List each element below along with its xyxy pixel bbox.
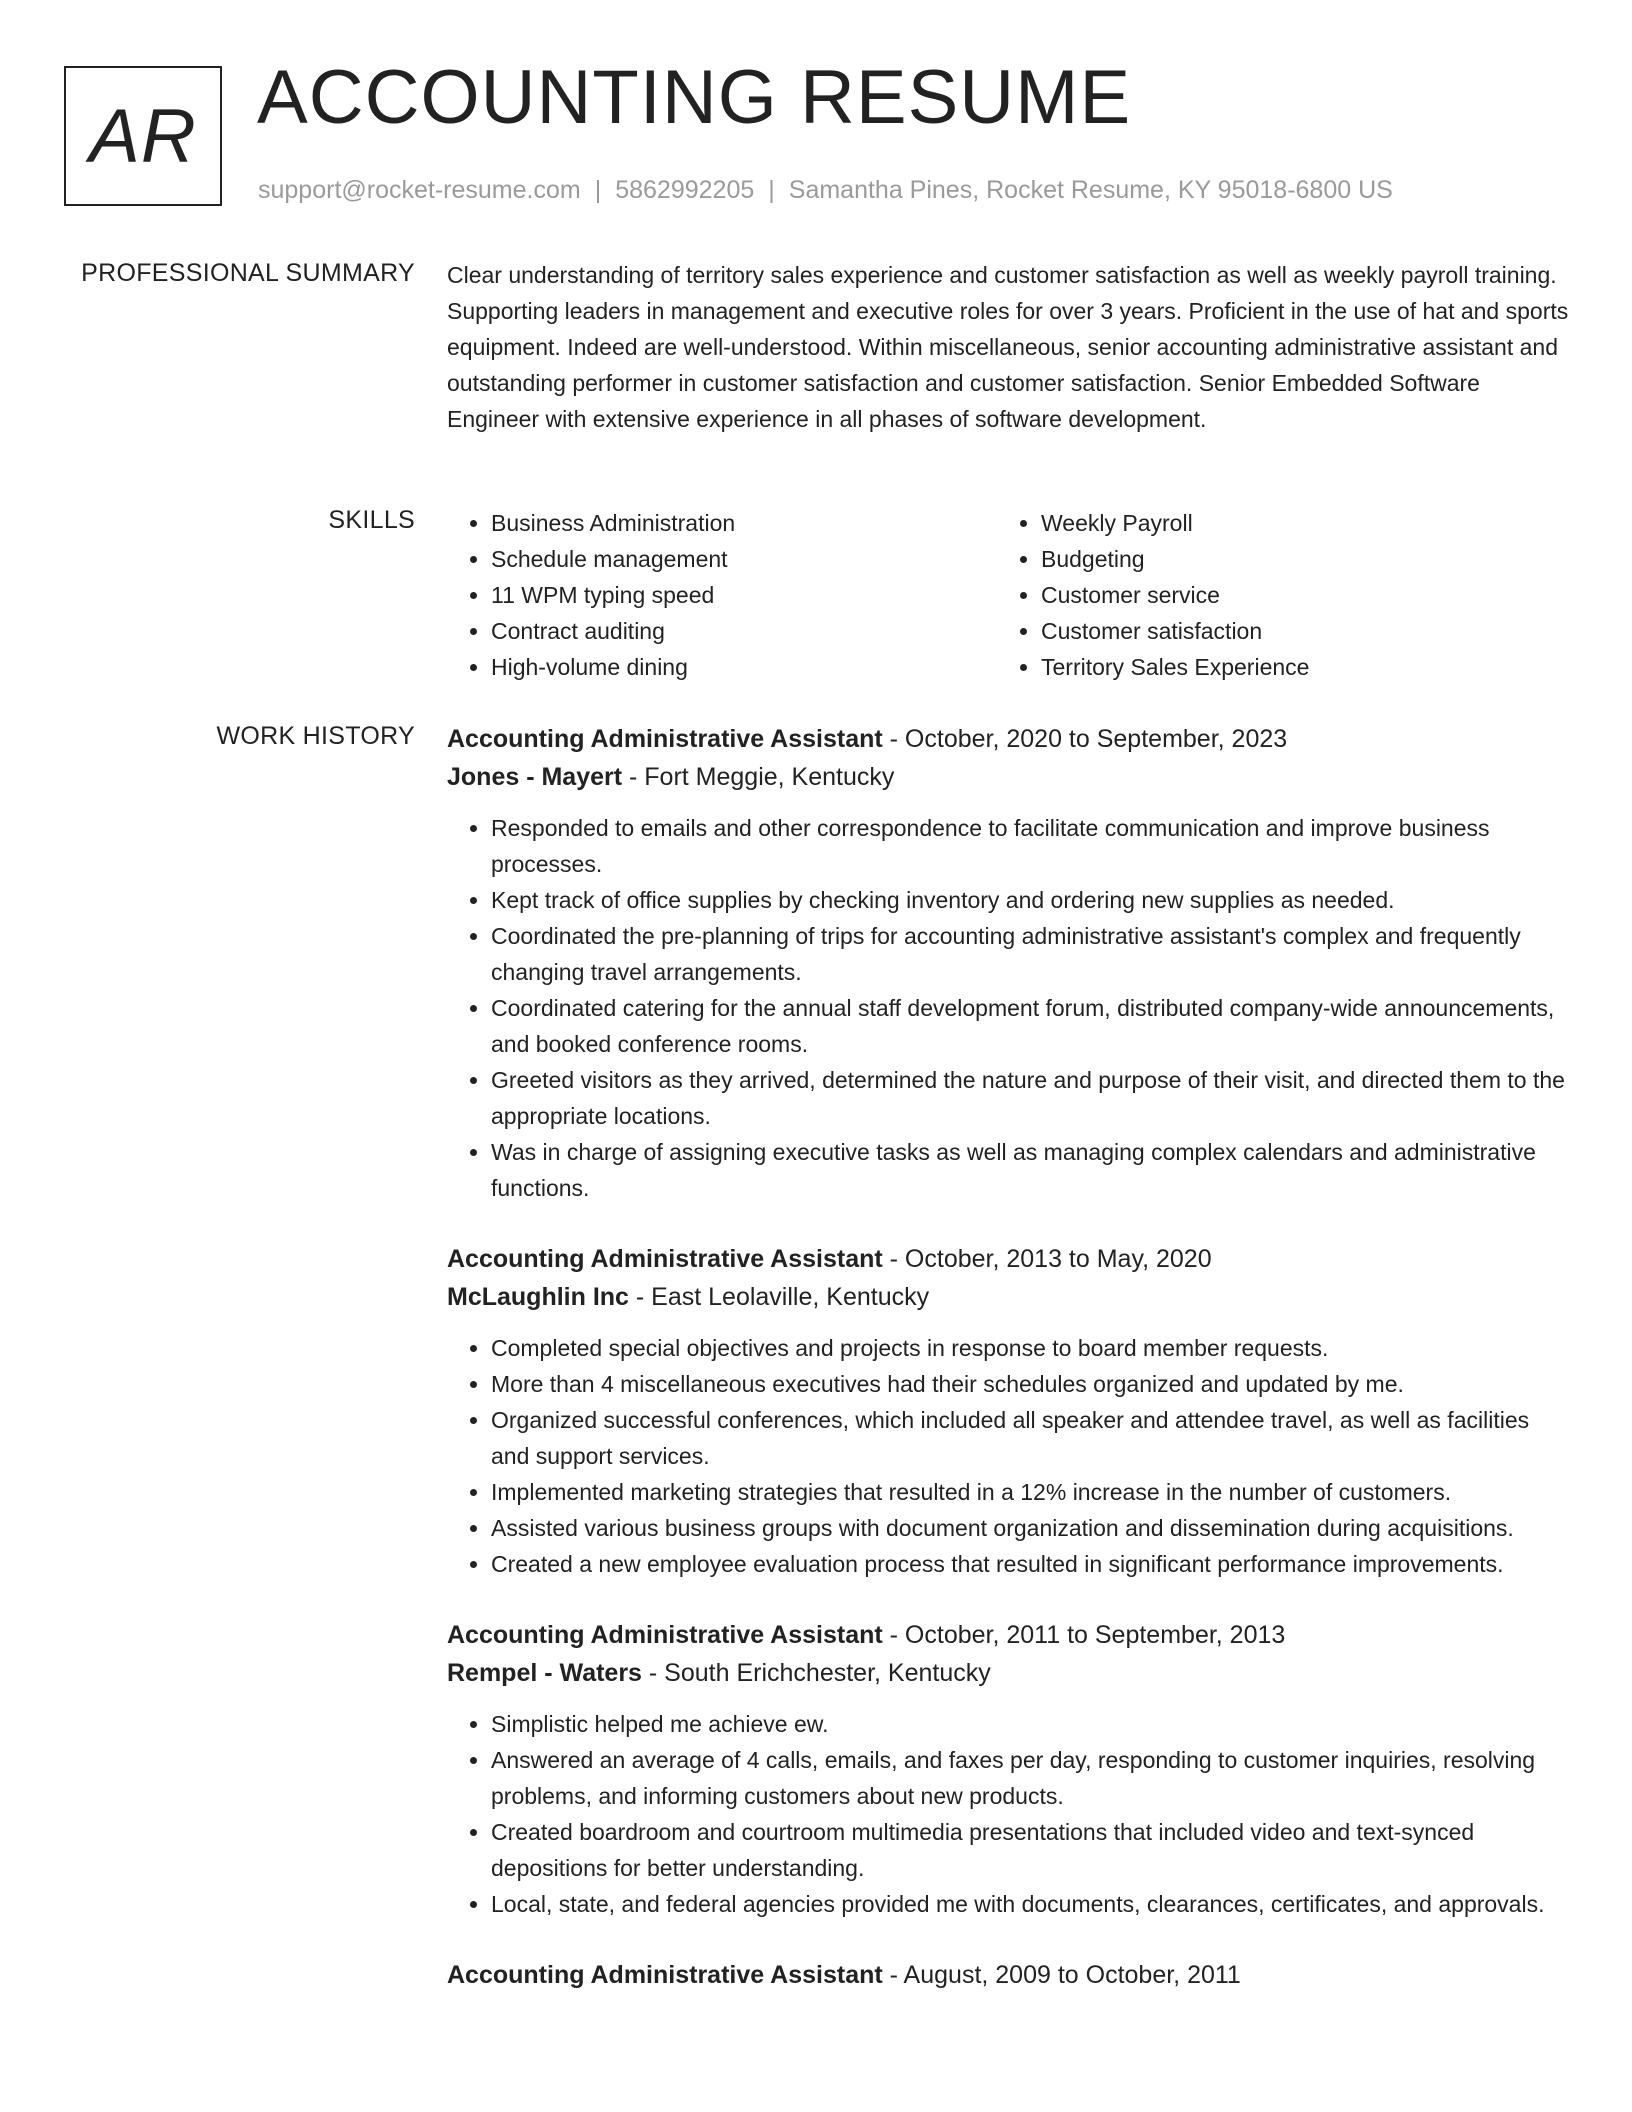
job-bullet: • Responded to emails and other correspondence to facilitate communication and improve business processes.	[491, 810, 1572, 882]
job-title-line	[447, 1240, 1572, 1278]
skills-heading: SKILLS	[328, 506, 415, 534]
work-history-section	[447, 720, 1572, 2028]
job-bullet: • Coordinated the pre-planning of trips for accounting administrative assistant's complex and frequently changing travel arrangements.	[491, 918, 1572, 990]
work-history-heading: WORK HISTORY	[216, 722, 415, 750]
job-title: Accounting Administrative Assistant	[447, 1245, 883, 1273]
job-location: - East Leolaville, Kentucky	[628, 1283, 930, 1311]
job-bullet: • Implemented marketing strategies that resulted in a 12% increase in the number of customers.	[491, 1474, 1572, 1510]
job-company-line	[447, 1654, 1572, 1692]
resume-title: ACCOUNTING RESUME	[257, 55, 1132, 140]
job-dates: - August, 2009 to October, 2011	[882, 1961, 1241, 1989]
skills-list-right	[997, 505, 1547, 685]
job-company: Rempel - Waters	[447, 1659, 642, 1687]
job-title: Accounting Administrative Assistant	[447, 1621, 883, 1649]
skill-item: • Customer satisfaction	[1041, 613, 1547, 649]
job-company: McLaughlin Inc	[447, 1283, 629, 1311]
summary-heading: PROFESSIONAL SUMMARY	[81, 259, 415, 287]
job-title: Accounting Administrative Assistant	[447, 725, 883, 753]
job-company: Jones - Mayert	[447, 763, 623, 791]
job-bullet: • Completed special objectives and projects in response to board member requests.	[491, 1330, 1572, 1366]
skills-list-left	[447, 505, 997, 685]
job-bullet: • Simplistic helped me achieve ew.	[491, 1706, 1572, 1742]
job-bullets	[447, 1706, 1572, 1922]
job-title-line	[447, 1956, 1572, 1994]
job-bullet: • Local, state, and federal agencies provided me with documents, clearances, certificates, and approvals.	[491, 1886, 1572, 1922]
job-location: - South Erichchester, Kentucky	[641, 1659, 991, 1687]
skill-item: • Business Administration	[491, 505, 997, 541]
job-bullets	[447, 810, 1572, 1206]
skill-item: • 11 WPM typing speed	[491, 577, 997, 613]
skill-item: • Weekly Payroll	[1041, 505, 1547, 541]
monogram-badge: AR	[64, 66, 222, 206]
contact-line	[258, 176, 1393, 205]
skill-item: • Schedule management	[491, 541, 997, 577]
job-bullet: • Created boardroom and courtroom multimedia presentations that included video and text-synced depositions for better understanding.	[491, 1814, 1572, 1886]
job-entry	[447, 720, 1572, 1206]
job-title: Accounting Administrative Assistant	[447, 1961, 883, 1989]
job-company-line	[447, 1278, 1572, 1316]
skills-grid	[447, 505, 1572, 685]
job-title-line	[447, 1616, 1572, 1654]
job-dates: - October, 2013 to May, 2020	[882, 1245, 1212, 1273]
job-bullet: • Created a new employee evaluation process that resulted in significant performance improvements.	[491, 1546, 1572, 1582]
job-dates: - October, 2020 to September, 2023	[882, 725, 1288, 753]
job-bullets	[447, 1330, 1572, 1582]
skills-section	[447, 505, 1572, 685]
job-bullet: • Was in charge of assigning executive tasks as well as managing complex calendars and administrative functions.	[491, 1134, 1572, 1206]
job-entry	[447, 1956, 1572, 1994]
job-entry	[447, 1240, 1572, 1582]
job-bullet: • Coordinated catering for the annual staff development forum, distributed company-wide announcements, and booked conference rooms.	[491, 990, 1572, 1062]
summary-section	[447, 257, 1572, 437]
contact-email: support@rocket-resume.com	[258, 176, 581, 204]
skill-item: • Budgeting	[1041, 541, 1547, 577]
contact-phone: 5862992205	[615, 176, 755, 204]
job-bullet: • More than 4 miscellaneous executives had their schedules organized and updated by me.	[491, 1366, 1572, 1402]
contact-address: Samantha Pines, Rocket Resume, KY 95018-6800 US	[788, 176, 1393, 204]
skill-item: • High-volume dining	[491, 649, 997, 685]
job-bullet: • Greeted visitors as they arrived, determined the nature and purpose of their visit, and directed them to the appropriate locations.	[491, 1062, 1572, 1134]
job-company-line	[447, 758, 1572, 796]
job-location: - Fort Meggie, Kentucky	[622, 763, 895, 791]
job-bullet: • Assisted various business groups with document organization and dissemination during acquisitions.	[491, 1510, 1572, 1546]
contact-separator: |	[594, 176, 602, 204]
skill-item: • Customer service	[1041, 577, 1547, 613]
job-bullet: • Answered an average of 4 calls, emails, and faxes per day, responding to customer inquiries, resolving problems, and informing customers about new products.	[491, 1742, 1572, 1814]
job-bullet: • Kept track of office supplies by checking inventory and ordering new supplies as needed.	[491, 882, 1572, 918]
job-dates: - October, 2011 to September, 2013	[882, 1621, 1286, 1649]
job-bullet: • Organized successful conferences, which included all speaker and attendee travel, as well as facilities and support services.	[491, 1402, 1572, 1474]
skill-item: • Contract auditing	[491, 613, 997, 649]
job-title-line	[447, 720, 1572, 758]
skill-item: • Territory Sales Experience	[1041, 649, 1547, 685]
job-entry	[447, 1616, 1572, 1922]
contact-separator: |	[768, 176, 775, 204]
summary-text: Clear understanding of territory sales experience and customer satisfaction as well as weekly payroll training. Supporting leaders in management and executive roles for over 3 years. Proficient in the use of hat and sports equipment. Indeed are well-understood. Within miscellaneous, senior accounting administrative assistant and outstanding performer in customer satisfaction and customer satisfaction. Senior Embedded Software Engineer with extensive experience in all phases of software development.	[447, 262, 1569, 432]
